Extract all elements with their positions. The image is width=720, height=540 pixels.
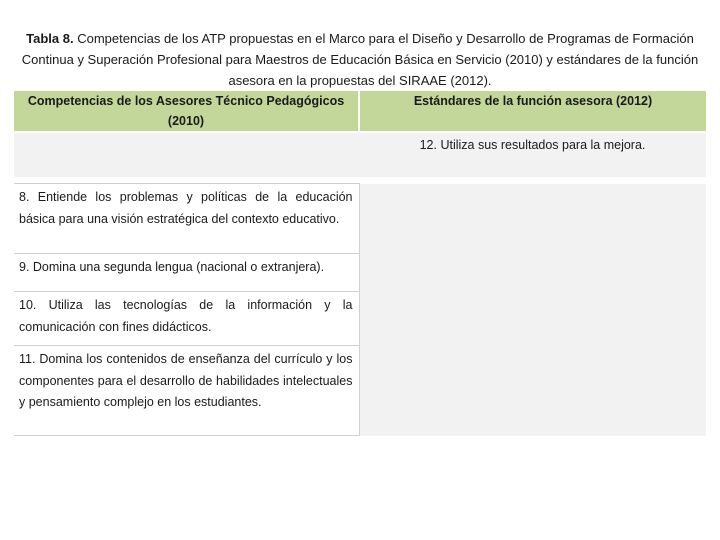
table-row [14,292,706,346]
header-estandares: Estándares de la función asesora (2012) [359,91,706,132]
standard-12-cell: 12. Utiliza sus resultados para la mejora. [359,132,706,177]
competencia-9-cell: 9. Domina una segunda lengua (nacional o extranjera). [14,254,359,292]
empty-cell [359,292,706,346]
table-row [14,184,706,254]
competencias-table [14,91,706,436]
empty-cell [359,346,706,436]
table-caption [20,28,700,91]
table-row [14,254,706,292]
table-header-row [14,91,706,132]
caption-label: Tabla 8. [26,31,74,46]
caption-text: Competencias de los ATP propuestas en el Marco para el Diseño y Desarrollo de Programas de Formación Continua y Superación Profesional para Maestros de Educación Básica en Servicio (2010) y estándares de la función asesora en la propuestas del SIRAAE (2012). [21,31,699,88]
competencia-8-cell: 8. Entiende los problemas y políticas de la educación básica para una visión estratégica del contexto educativo. [14,184,359,254]
competencia-11-cell: 11. Domina los contenidos de enseñanza del currículo y los componentes para el desarrollo de habilidades intelectuales y pensamiento complejo en los estudiantes. [14,346,359,436]
table-row [14,346,706,436]
table-row [14,132,706,177]
competencia-10-cell: 10. Utiliza las tecnologías de la información y la comunicación con fines didácticos. [14,292,359,346]
empty-cell [14,132,359,177]
empty-cell [359,184,706,254]
header-competencias: Competencias de los Asesores Técnico Pedagógicos (2010) [14,91,359,132]
empty-cell [359,254,706,292]
